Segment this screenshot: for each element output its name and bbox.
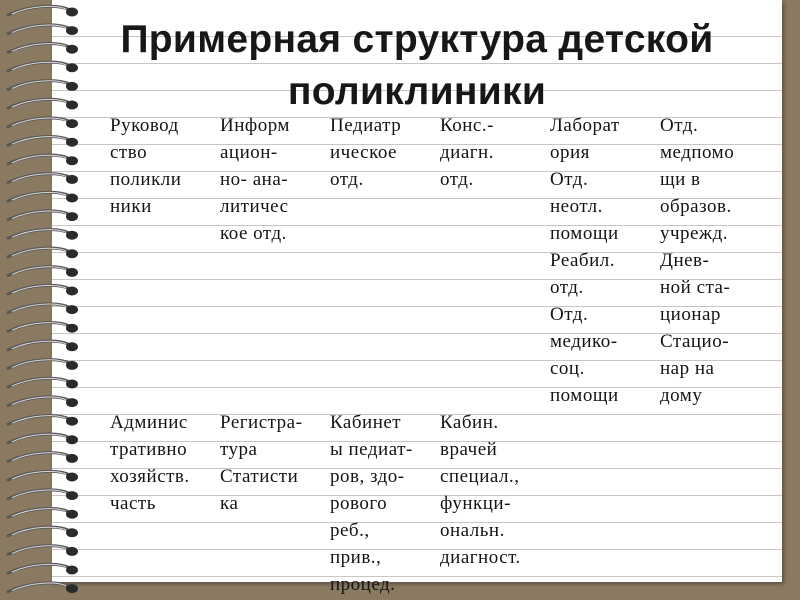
spiral-ring (8, 546, 78, 556)
cell-r1-c6: Отд. медпомо щи в образов. учрежд. Днев- ной ста- ционар Стацио- нар на дому (660, 115, 735, 406)
cell-r1-c4: Конс.- диагн. отд. (440, 115, 494, 190)
spiral-ring (8, 508, 78, 518)
spiral-ring (8, 415, 78, 425)
spiral-ring (8, 527, 78, 537)
cell-r2-c4: Кабин. врачей специал., функци- ональн. диагност. (440, 412, 521, 568)
spiral-ring (8, 453, 78, 463)
cell-r2-c2: Регистра- тура Статисти ка (220, 412, 303, 514)
spiral-ring (8, 397, 78, 407)
cell-r1-c3: Педиатр ическое отд. (330, 115, 402, 190)
slide-title (52, 14, 782, 118)
cell-r1-c5: Лаборат ория Отд. неотл. помощи Реабил. отд. Отд. медико- соц. помощи (550, 115, 620, 406)
spiral-ring (8, 434, 78, 444)
spiral-ring (8, 267, 78, 277)
spiral-ring (8, 583, 78, 593)
spiral-ring (8, 378, 78, 388)
spiral-ring (8, 360, 78, 370)
spiral-ring (8, 229, 78, 239)
spiral-ring (8, 155, 78, 165)
title-line-2: поликлиники (287, 70, 547, 113)
cell-r2-c3: Кабинет ы педиат- ров, здо- рового реб., прив., процед. (330, 412, 413, 595)
cell-r2-c1: Админис тративно хозяйств. часть (110, 412, 190, 514)
title-line-1: Примерная структура детской (120, 18, 714, 61)
spiral-ring (8, 136, 78, 146)
spiral-ring (8, 211, 78, 221)
cell-r1-c1: Руковод ство поликли ники (110, 115, 182, 217)
spiral-ring (8, 248, 78, 258)
spiral-ring (8, 490, 78, 500)
spiral-ring (8, 174, 78, 184)
spiral-ring (8, 341, 78, 351)
spiral-ring (8, 118, 78, 128)
spiral-ring (8, 304, 78, 314)
spiral-ring (8, 564, 78, 574)
spiral-ring (8, 322, 78, 332)
spiral-ring (8, 285, 78, 295)
spiral-ring (8, 192, 78, 202)
cell-r1-c2: Информ ацион- но- ана- литичес кое отд. (220, 115, 290, 244)
spiral-ring (8, 471, 78, 481)
